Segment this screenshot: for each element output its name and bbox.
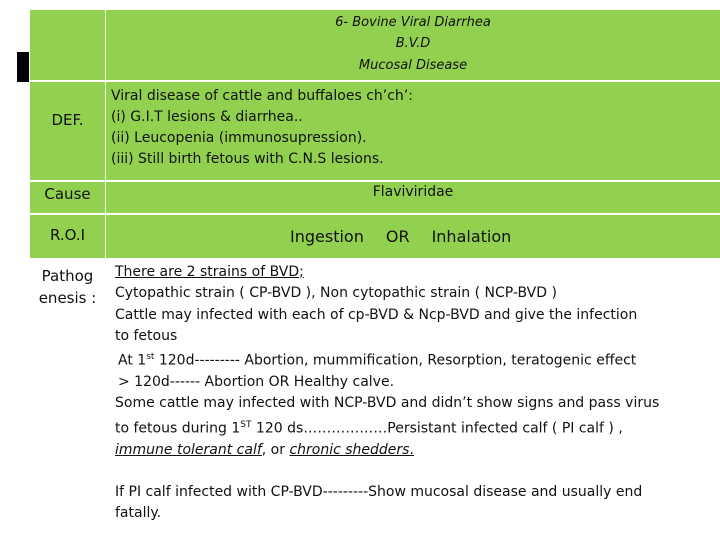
def-line: (iii) Still birth fetous with C.N.S lesions. — [111, 151, 384, 167]
pathogenesis-line: to fetous during 1ST 120 ds………………Persistant infected calf ( PI calf ) , — [115, 419, 623, 437]
roi-route-inhalation: Inhalation — [431, 227, 512, 246]
cause-label: Cause — [44, 185, 91, 203]
def-line: (ii) Leucopenia (immunosupression). — [111, 130, 367, 146]
pathogenesis-label-line: enesis : — [38, 289, 97, 307]
def-text — [111, 86, 413, 170]
pathogenesis-label-line: Pathog — [41, 267, 94, 285]
roi-label: R.O.I — [49, 226, 86, 244]
table-row-divider — [30, 180, 720, 182]
pathogenesis-line: to fetous — [115, 327, 178, 344]
immune-tolerant-calf: immune tolerant calf — [115, 441, 262, 458]
pathogenesis-line: Cattle may infected with each of cp-BVD & Ncp-BVD and give the infection — [115, 306, 638, 323]
table-row-divider — [30, 80, 720, 82]
cause-value: Flaviviridae — [372, 184, 454, 200]
pathogenesis-line: There are 2 strains of BVD; — [115, 264, 304, 280]
roi-or: OR — [385, 227, 410, 246]
title-line-2: B.V.D — [395, 36, 431, 51]
pathogenesis-line: Cytopathic strain ( CP-BVD ), Non cytopathic strain ( NCP-BVD ) — [115, 285, 557, 302]
pathogenesis-text — [115, 262, 715, 525]
def-label: DEF. — [51, 111, 84, 129]
pathogenesis-line: If PI calf infected with CP-BVD---------Show mucosal disease and usually end — [115, 483, 643, 500]
chronic-shedders: chronic shedders — [289, 441, 410, 458]
spacer — [115, 461, 715, 482]
def-line: Viral disease of cattle and buffaloes ch’ch’: — [111, 88, 413, 104]
pathogenesis-line: > 120d------ Abortion OR Healthy calve. — [118, 374, 395, 391]
pathogenesis-line: Some cattle may infected with NCP-BVD and didn’t show signs and pass virus — [115, 395, 660, 412]
pathogenesis-line: At 1st 120d--------- Abortion, mummification, Resorption, teratogenic effect — [118, 352, 637, 369]
title-line-3: Mucosal Disease — [358, 58, 468, 73]
title-line-1: 6- Bovine Viral Diarrhea — [335, 15, 491, 30]
pathogenesis-line: fatally. — [115, 505, 162, 522]
pathogenesis-label — [30, 265, 105, 309]
def-line: (i) G.I.T lesions & diarrhea.. — [111, 109, 303, 125]
black-marker-bar — [17, 52, 29, 82]
roi-value — [290, 227, 533, 246]
roi-route-ingestion: Ingestion — [290, 227, 364, 246]
pathogenesis-line: immune tolerant calf, or chronic shedders. — [115, 441, 414, 458]
table-row-divider — [30, 213, 720, 215]
